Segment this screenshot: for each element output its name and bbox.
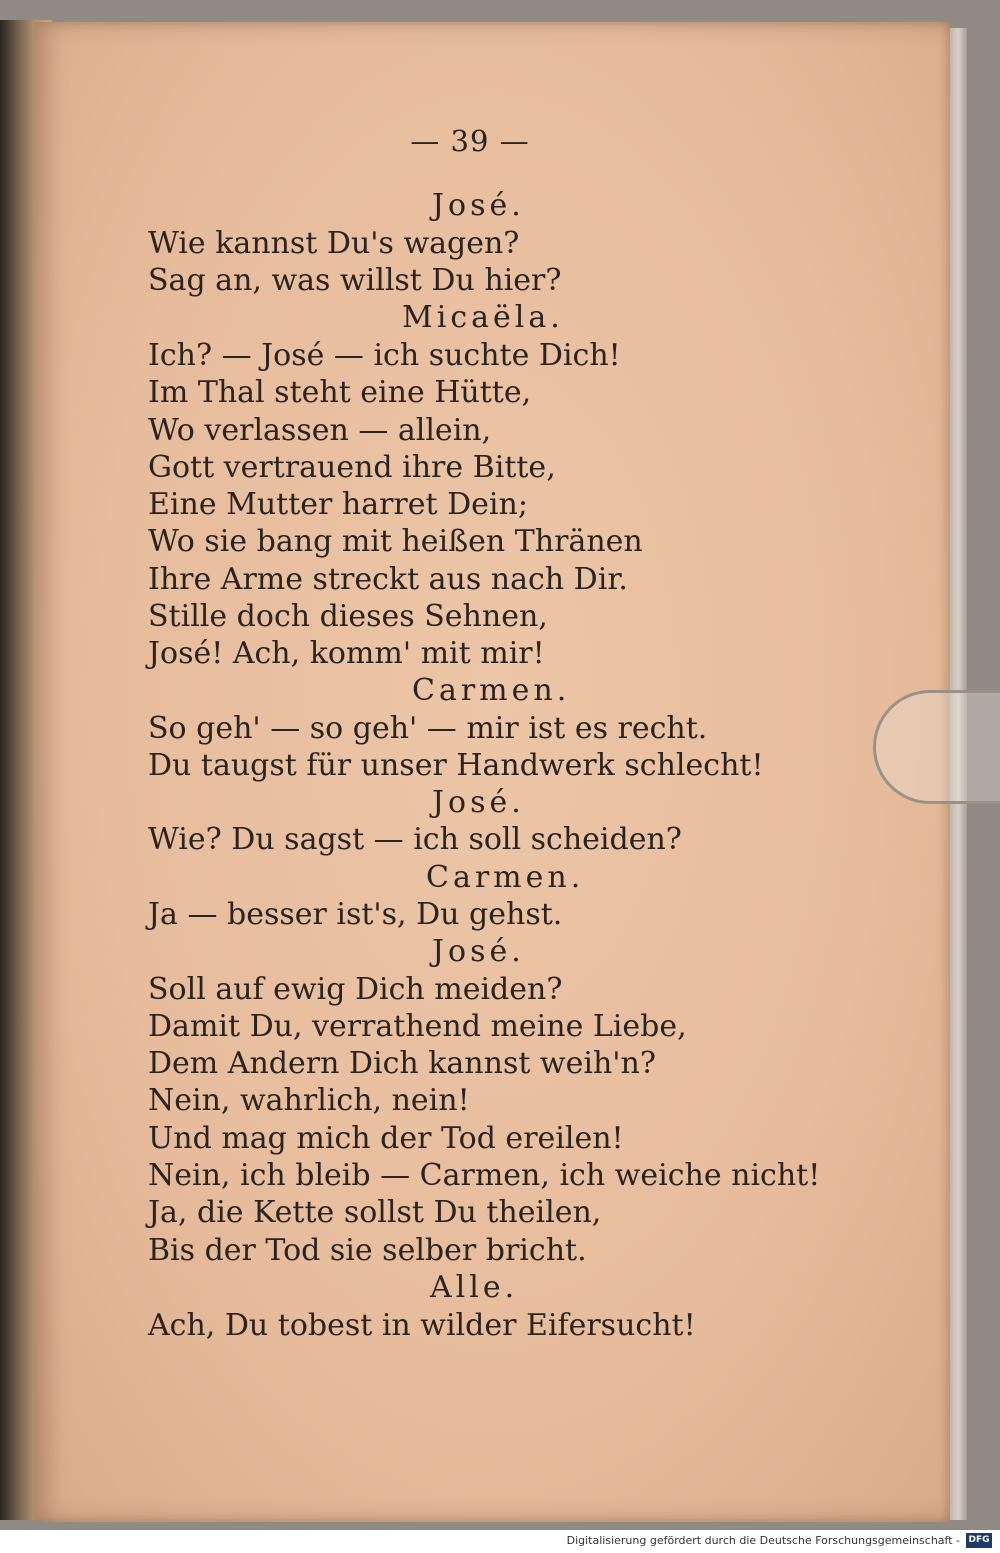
text-line: Nein, ich bleib — Carmen, ich weiche nicht! [148, 1158, 821, 1193]
text-line: Soll auf ewig Dich meiden? [148, 972, 563, 1007]
text-line: Ach, Du tobest in wilder Eifersucht! [148, 1308, 696, 1343]
text-line: Ja, die Kette sollst Du theilen, [148, 1195, 602, 1230]
funding-credit: Digitalisierung gefördert durch die Deutsche Forschungsgemeinschaft - [566, 1534, 960, 1547]
text-line: Wie? Du sagst — ich soll scheiden? [148, 822, 682, 857]
speaker-label: Micaëla. [402, 300, 564, 335]
page-clip [873, 690, 1000, 804]
text-line: Im Thal steht eine Hütte, [148, 375, 532, 410]
text-line: Stille doch dieses Sehnen, [148, 599, 548, 634]
speaker-label: Alle. [430, 1270, 519, 1305]
text-line: Damit Du, verrathend meine Liebe, [148, 1009, 687, 1044]
text-line: Du taugst für unser Handwerk schlecht! [148, 748, 764, 783]
speaker-label: Carmen. [412, 673, 571, 708]
text-line: Nein, wahrlich, nein! [148, 1083, 470, 1118]
speaker-label: José. [432, 188, 525, 223]
text-line: Wo sie bang mit heißen Thränen [148, 524, 643, 559]
text-line: Ich? — José — ich suchte Dich! [148, 338, 621, 373]
speaker-label: Carmen. [426, 860, 585, 895]
text-line: Wo verlassen — allein, [148, 413, 492, 448]
text-line: So geh' — so geh' — mir ist es recht. [148, 711, 708, 746]
digitization-footer [0, 1530, 1000, 1553]
text-line: Und mag mich der Tod ereilen! [148, 1121, 624, 1156]
page-number: — 39 — [410, 124, 530, 158]
text-line: Sag an, was willst Du hier? [148, 263, 562, 298]
speaker-label: José. [432, 785, 525, 820]
text-line: José! Ach, komm' mit mir! [148, 636, 545, 671]
dfg-logo: DFG [966, 1533, 992, 1548]
text-line: Gott vertrauend ihre Bitte, [148, 450, 556, 485]
text-line: Wie kannst Du's wagen? [148, 226, 520, 261]
text-line: Eine Mutter harret Dein; [148, 487, 528, 522]
text-line: Ja — besser ist's, Du gehst. [148, 897, 563, 932]
speaker-label: José. [432, 934, 525, 969]
text-line: Dem Andern Dich kannst weih'n? [148, 1046, 656, 1081]
text-line: Ihre Arme streckt aus nach Dir. [148, 562, 628, 597]
text-line: Bis der Tod sie selber bricht. [148, 1233, 587, 1268]
